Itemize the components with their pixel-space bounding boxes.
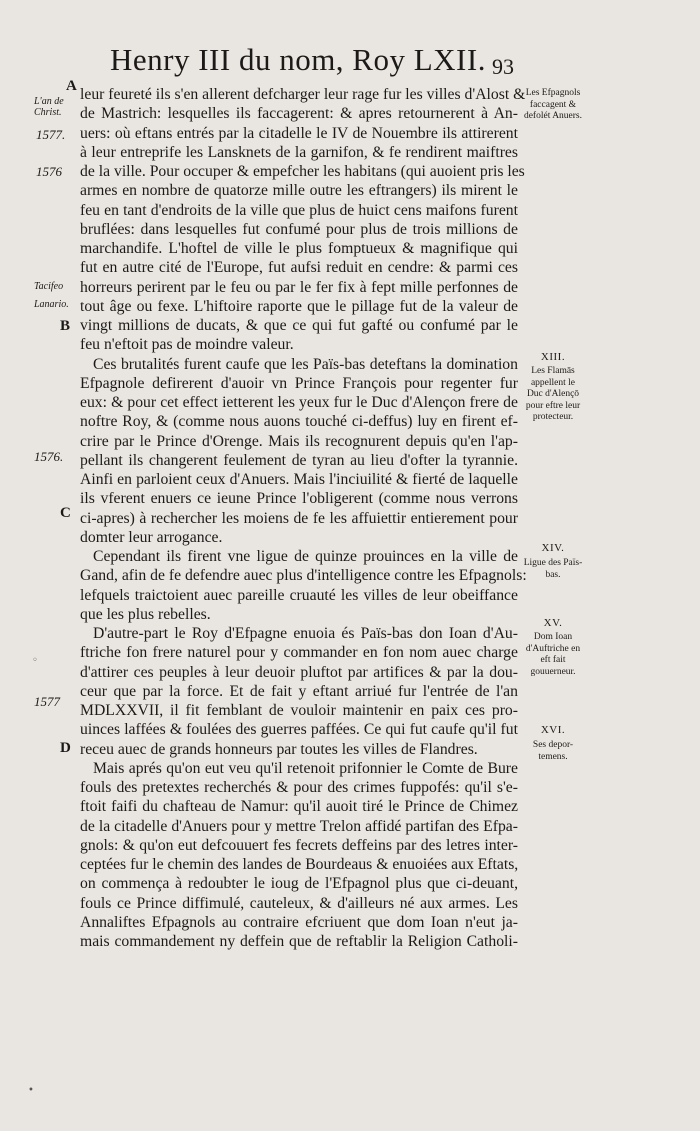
text-line: leur feureté ils s'en allerent defcharger leur rage fur les villes d'Alost & — [80, 86, 526, 103]
text-line: tout âge ou fexe. L'hiftoire raporte que le pillage fut de la valeur de — [80, 297, 518, 315]
text-line: ftriche fon frere naturel pour y commander en fon nom auec charge — [80, 644, 518, 662]
text-line: Ces brutalités furent caufe que les Païs-bas deteftans la domination — [93, 355, 518, 373]
text-line: Efpagnole defirerent d'auoir vn Prince François pour regenter fur — [80, 374, 518, 392]
section-number-label: XIV. — [541, 542, 565, 554]
section-letter: A — [66, 78, 77, 94]
text-line: de Mastrich: lesquelles ils faccagerent: & apres retournerent à An- — [80, 105, 518, 123]
margin-source-note: Tacifeo — [34, 281, 64, 292]
text-line: uers: où eftans entrés par la citadelle le IV de Nouembre ils attirerent — [80, 124, 518, 142]
section-number-label: XIII. — [540, 351, 566, 363]
text-line: Mais aprés qu'on eut veu qu'il retenoit prifonnier le Comte de Bure — [93, 759, 518, 777]
margin-note: Dom Ioan d'Auftriche en eft fait gouuerneur. — [525, 632, 581, 677]
text-line: ils vferent enuers ce ieune Prince l'obligerent (comme nous verrons — [80, 490, 518, 508]
section-number — [522, 725, 584, 737]
text-line: receu auec de grands honneurs par toutes les villes de Flandres. — [80, 740, 478, 758]
text-line: gnols: & qu'on eut defcouuert fes fecrets deffeins par des letres inter- — [80, 836, 518, 854]
text-line: ceptées fur le chemin des landes de Bourdeaus & enuoiées aux Eftats, — [80, 856, 519, 873]
margin-year: 1577. — [36, 127, 66, 142]
text-line: domter leur arrogance. — [80, 528, 223, 546]
text-line: armes en nombre de quatorze mille outre les eftrangers) ils mirent le — [80, 182, 518, 200]
text-line: MDLXXVII, il fit femblant de vouloir maintenir en paix ces pro- — [80, 702, 518, 719]
text-line: pellant ils changerent feulement de tyran au lieu d'ofter la tyrannie. — [80, 451, 518, 469]
margin-era-label: Christ. — [34, 107, 62, 118]
text-line: bruflées: dans lesquelles fut confumé pour plus de trois millions de — [80, 220, 518, 238]
text-line: fut en autre cité de l'Europe, fut aufsi reduit en cendre: & parmi ces — [80, 259, 518, 277]
text-line: fouls ce Prince diffimulé, cauteleux, & d'ailleurs né aux armes. Les — [80, 894, 518, 912]
margin-source-note: Lanario. — [34, 299, 69, 310]
text-line: on commença à redoubter le ioug de l'Efpagnol plus que ci-deuant, — [80, 875, 518, 893]
text-line: eux: & pour cet effect ietterent les yeux fur le Duc d'Alençon frere de — [80, 394, 518, 411]
text-line: marchandife. L'hoftel de ville le plus fomptueux & magnifique qui — [80, 240, 518, 257]
section-letter: B — [60, 318, 71, 334]
section-letter: C — [60, 505, 71, 521]
text-line: Gand, afin de fe defendre auec plus d'intelligence contre les Efpagnols: — [80, 567, 527, 585]
margin-note: Ses depor-temens. — [532, 740, 574, 762]
text-line: mais commandement ny deffein que de reftablir la Religion Catholi- — [80, 933, 518, 950]
text-line: lefquels traictoient auec pareille cruauté les villes de leur obeiffance — [80, 586, 518, 604]
text-line: fouls des pretextes recherchés & pour des crimes fuppofés: qu'il s'e- — [80, 779, 518, 796]
text-line: horreurs perirent par le feu ou par le fer fix à fept mille perfonnes de — [80, 278, 518, 296]
text-line: noftre Roy, & (comme nous auons touché ci-deffus) luy en firent ef- — [80, 413, 518, 431]
margin-note: Les Efpagnols faccagent & defolét Anuers. — [523, 88, 583, 121]
section-number — [522, 618, 584, 630]
running-header: Henry III du nom, Roy LXII. — [110, 42, 486, 77]
body-text — [80, 85, 527, 951]
text-line: crire par le Prince d'Orenge. Mais ils recognurent depuis qu'en l'ap- — [80, 432, 518, 450]
text-line: à leur entreprife les Lansknets de la garnifon, & fe rendirent maiftres — [80, 143, 518, 161]
section-number — [522, 352, 584, 364]
margin-note: Les Flamās appellent le Duc d'Alençō pour eftre leur protecteur. — [525, 366, 581, 422]
text-line: feu en tant d'endroits de la ville que plus de huict cens maifons furent — [80, 201, 518, 219]
text-line: de la ville. Pour occuper & empefcher les habitans (qui auoient pris les — [80, 163, 525, 180]
text-line: de la citadelle d'Anuers pour y mettre Trelon affidé partifan des Efpa- — [80, 817, 518, 835]
text-line: Ainfi en parloient ceux d'Anuers. Mais l'inciuilité & fierté de laquelle — [80, 471, 518, 488]
margin-note: Ligue des Païs-bas. — [523, 558, 583, 580]
section-number-label: XV. — [543, 617, 563, 629]
margin-year: 1576 — [36, 164, 62, 179]
text-line: Cependant ils firent vne ligue de quinze prouinces en la ville de — [93, 548, 518, 565]
text-line: D'autre-part le Roy d'Efpagne enuoia és Païs-bas don Ioan d'Au- — [93, 625, 518, 642]
text-line: uinces laffées & foulées des guerres paffées. Ce qui fut caufe qu'il fut — [80, 721, 518, 739]
text-line: ceur que par la force. Et de fait y eftant arriué fur l'entrée de l'an — [80, 682, 518, 700]
section-number — [522, 543, 584, 555]
section-letter: D — [60, 740, 71, 756]
ink-mark: ◦ — [32, 655, 38, 666]
text-line: d'attirer ces peuples à leur deuoir pluftot par artifices & par la dou- — [80, 663, 518, 681]
margin-year-label: L'an de — [34, 96, 64, 107]
margin-year: 1576. — [34, 449, 64, 464]
page-number: 93 — [492, 54, 514, 79]
margin-year: 1577 — [34, 694, 60, 709]
text-line: ftoit faifi du chafteau de Namur: qu'il auoit tiré le Prince de Chimez — [80, 798, 518, 816]
text-line: que les plus rebelles. — [80, 605, 211, 623]
text-line: Annaliftes Efpagnols au contraire efcriuent que dom Ioan n'eut ja- — [80, 913, 518, 931]
ink-mark: • — [28, 1085, 34, 1096]
section-number-label: XVI. — [540, 724, 566, 736]
text-line: feu n'eftoit pas de moindre valeur. — [80, 336, 294, 354]
text-line: vingt millions de ducats, & que ce qui fut gafté ou confumé par le — [80, 317, 518, 334]
text-line: ci-apres) à rechercher les moiens de fe les affuiettir entierement pour — [80, 509, 518, 527]
